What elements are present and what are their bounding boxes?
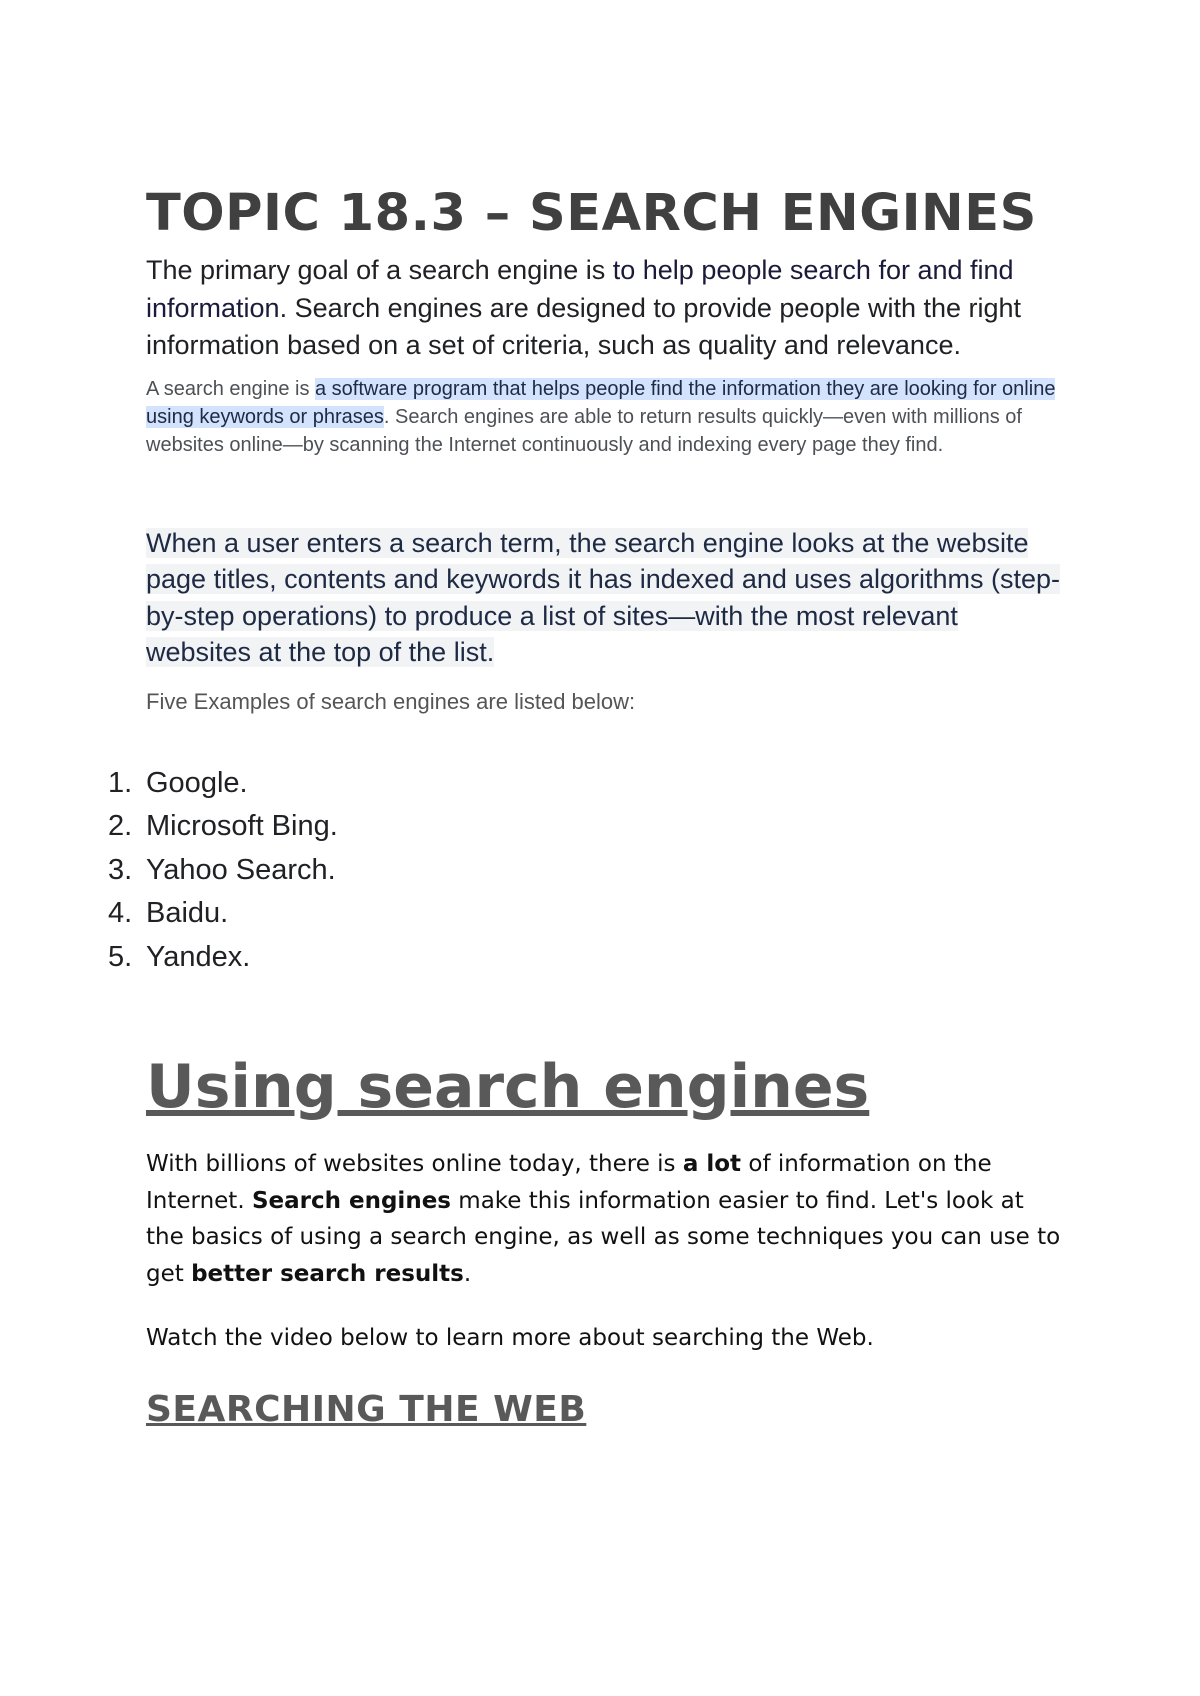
document-page: [108, 184, 1066, 1431]
list-item-text: Yahoo Search.: [146, 853, 336, 886]
callout-text: When a user enters a search term, the search engine looks at the website page titles, contents and keywords it has indexed and uses algorithms (step-by-step operations) to produce a list of sites—with the most relevant websites at the top of the list.: [146, 527, 1061, 668]
using-bold-2: Search engines: [251, 1187, 451, 1214]
search-engine-list: [108, 762, 1066, 980]
page-title: TOPIC 18.3 – SEARCH ENGINES: [146, 184, 1037, 243]
using-bold-3: better search results: [191, 1260, 464, 1287]
list-item: [108, 936, 1066, 980]
definition-paragraph: [146, 375, 1066, 459]
list-item: [108, 892, 1066, 936]
intro-text-1: The primary goal of a search engine is: [146, 255, 613, 286]
searching-the-web-heading: SEARCHING THE WEB: [146, 1389, 587, 1431]
using-search-engines-heading: Using search engines: [146, 1052, 870, 1123]
definition-before: A search engine is: [146, 377, 315, 400]
using-bold-1: a lot: [682, 1151, 742, 1178]
using-text-1: With billions of websites online today, there is: [146, 1151, 683, 1178]
intro-text-3: . Search engines are designed to provide people with the right information based on a set of criteria, such as quality and relevance.: [146, 292, 1022, 361]
definition-after: . Search engines are able to return results quickly—even with millions of websites online—by scanning the Internet continuously and indexing every page they find.: [146, 405, 1022, 456]
intro-text-2: to help people search for and find information: [146, 255, 1014, 323]
callout-paragraph: [146, 525, 1066, 671]
list-item: [108, 849, 1066, 893]
using-paragraph: [146, 1146, 1066, 1292]
list-item-text: Microsoft Bing.: [146, 810, 338, 843]
using-text-3: make this information easier to find. Let's look at the basics of using a search engine, as well as some techniques you can use to get: [146, 1187, 1061, 1287]
list-item: [108, 805, 1066, 849]
list-number: 4.: [108, 897, 133, 930]
list-item-text: Baidu.: [146, 897, 229, 930]
list-item-text: Yandex.: [146, 940, 251, 973]
definition-highlight: a software program that helps people find the information they are looking for online using keywords or phrases: [146, 377, 1056, 428]
using-text-4: .: [463, 1260, 472, 1287]
list-number: 1.: [108, 766, 133, 799]
list-number: 2.: [108, 810, 133, 843]
list-number: 5.: [108, 940, 133, 973]
intro-paragraph: [146, 252, 1066, 365]
using-text-2: of information on the Internet.: [146, 1151, 992, 1214]
examples-lead: Five Examples of search engines are listed below:: [146, 688, 636, 714]
watch-video-text: Watch the video below to learn more about searching the Web.: [146, 1325, 874, 1352]
list-number: 3.: [108, 853, 133, 886]
list-item: [108, 762, 1066, 806]
list-item-text: Google.: [146, 766, 248, 799]
